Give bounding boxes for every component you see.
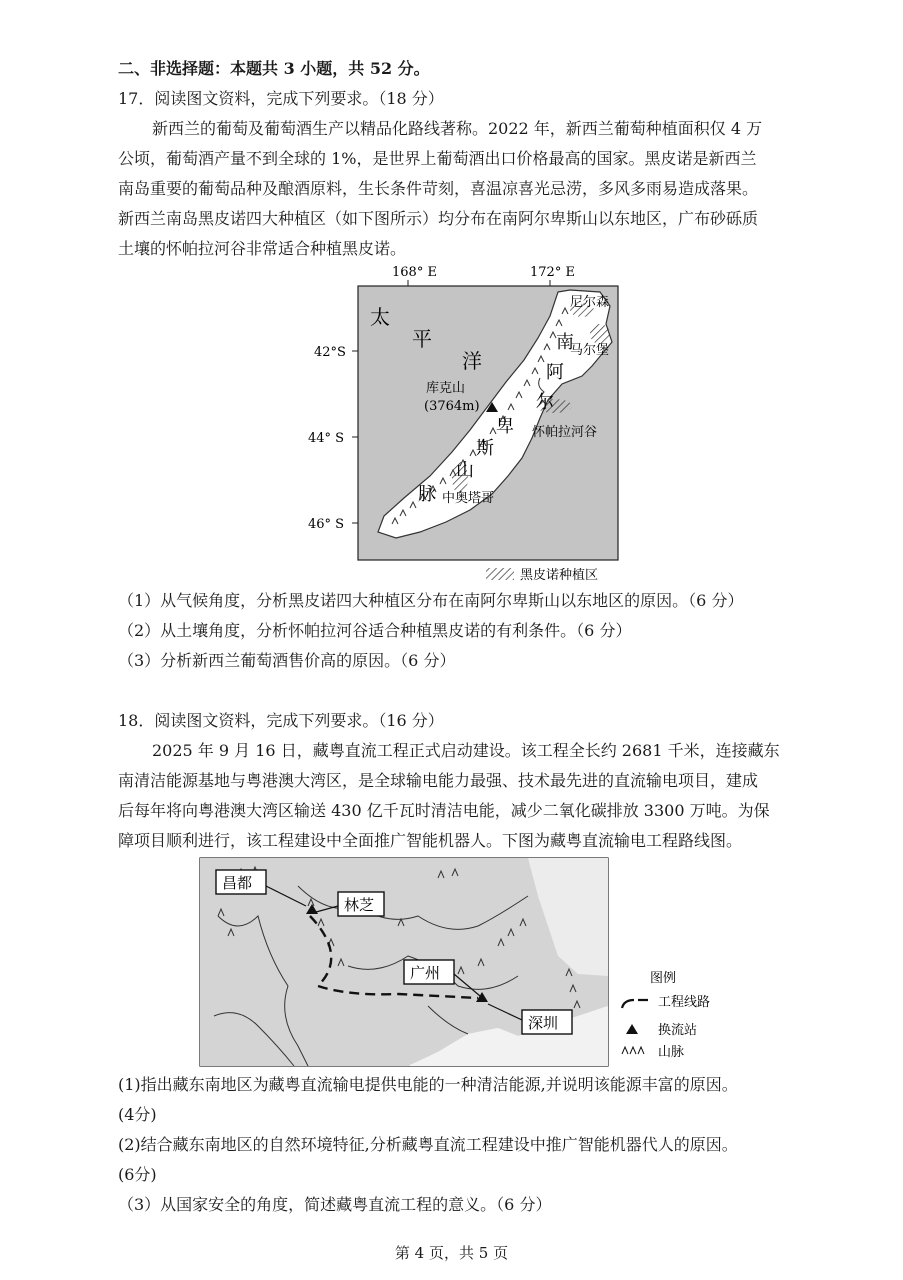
range-char: 卑: [496, 416, 514, 437]
lat-label-44: 44° S: [308, 431, 345, 446]
q17-sub-question: （2）从土壤角度，分析怀帕拉河谷适合种植黑皮诺的有利条件。（6 分）: [118, 621, 632, 640]
place-label-guangzhou: 广州: [410, 964, 441, 982]
legend-route-label: 工程线路: [658, 995, 711, 1010]
range-char: 尔: [536, 392, 554, 413]
legend-station-symbol: [626, 1024, 638, 1034]
q17-para-line: 新西兰的葡萄及葡萄酒生产以精品化路线著称。2022 年，新西兰葡萄种植面积仅 4 万: [152, 119, 763, 138]
range-char: 阿: [546, 362, 564, 383]
q18-para-line: 南清洁能源基地与粤港澳大湾区，是全球输电能力最强、技术最先进的直流输电项目，建成: [118, 771, 759, 790]
peak-height: (3764m): [424, 399, 480, 414]
q18-sub-question: (1)指出藏东南地区为藏粤直流输电提供电能的一种清洁能源,并说明该能源丰富的原因。: [118, 1075, 738, 1094]
ocean-char: 太: [370, 305, 390, 329]
new-zealand-map: [300, 262, 640, 592]
lon-label-168: 168° E: [392, 265, 437, 280]
q17-title: 17．阅读图文资料，完成下列要求。（18 分）: [118, 89, 444, 108]
lat-label-46: 46° S: [308, 517, 345, 532]
range-char: 斯: [476, 438, 494, 459]
marlborough-region: [590, 324, 610, 344]
q18-sub-question: (6分): [118, 1165, 157, 1184]
q18-para-line: 障项目顺利进行，该工程建设中全面推广智能机器人。下图为藏粤直流输电工程路线图。: [118, 831, 743, 850]
q18-title: 18．阅读图文资料，完成下列要求。（16 分）: [118, 711, 444, 730]
range-char: 南: [556, 332, 574, 353]
range-char: 脉: [418, 484, 436, 505]
legend-title: 图例: [650, 971, 677, 986]
q18-sub-question: （3）从国家安全的角度，简述藏粤直流工程的意义。（6 分）: [118, 1195, 552, 1214]
section-header: 二、非选择题：本题共 3 小题，共 52 分。: [118, 59, 430, 78]
legend-mountain-symbol: [622, 1047, 644, 1054]
legend-station-label: 换流站: [658, 1023, 698, 1038]
region-label-marlborough: 马尔堡: [570, 343, 610, 358]
lon-label-172: 172° E: [530, 265, 575, 280]
place-label-changdu: 昌都: [222, 874, 253, 892]
range-char: 山: [456, 460, 474, 481]
legend-mountain-label: 山脉: [658, 1045, 685, 1060]
legend-label: 黑皮诺种植区: [520, 568, 599, 583]
lat-label-42: 42°S: [314, 345, 346, 360]
legend-hatch-swatch: [486, 568, 514, 580]
q17-para-line: 南岛重要的葡萄品种及酿酒原料，生长条件苛刻，喜温凉喜光忌涝，多风多雨易造成落果。: [118, 179, 759, 198]
region-label-nelson: 尼尔森: [570, 295, 610, 310]
q17-sub-question: （1）从气候角度，分析黑皮诺四大种植区分布在南阿尔卑斯山以东地区的原因。（6 分）: [118, 591, 744, 610]
q18-para-line: 2025 年 9 月 16 日，藏粤直流工程正式启动建设。该工程全长约 2681 千米，连接藏东: [152, 741, 780, 760]
page-footer: 第 4 页，共 5 页: [394, 1244, 509, 1262]
zang-yue-route-map: [198, 856, 758, 1070]
q17-para-line: 土壤的怀帕拉河谷非常适合种植黑皮诺。: [118, 239, 407, 258]
q18-sub-question: (2)结合藏东南地区的自然环境特征,分析藏粤直流工程建设中推广智能机器代人的原因。: [118, 1135, 738, 1154]
peak-name: 库克山: [426, 381, 466, 396]
place-label-shenzhen: 深圳: [528, 1014, 559, 1032]
region-label-central-otago: 中奥塔哥: [442, 491, 495, 506]
q17-sub-question: （3）分析新西兰葡萄酒售价高的原因。（6 分）: [118, 651, 456, 670]
q17-para-line: 新西兰南岛黑皮诺四大种植区（如下图所示）均分布在南阿尔卑斯山以东地区，广布砂砾质: [118, 209, 759, 228]
q17-para-line: 公顷，葡萄酒产量不到全球的 1%，是世界上葡萄酒出口价格最高的国家。黑皮诺是新西兰: [118, 149, 757, 168]
ocean-char: 洋: [462, 349, 482, 373]
place-label-linzhi: 林芝: [344, 896, 375, 914]
ocean-char: 平: [412, 327, 432, 351]
q18-para-line: 后每年将向粤港澳大湾区输送 430 亿千瓦时清洁电能，减少二氧化碳排放 3300 万吨。为保: [118, 801, 770, 820]
q18-sub-question: (4分): [118, 1105, 157, 1124]
region-label-waipara: 怀帕拉河谷: [532, 425, 598, 440]
legend-route-symbol: [622, 1000, 648, 1008]
